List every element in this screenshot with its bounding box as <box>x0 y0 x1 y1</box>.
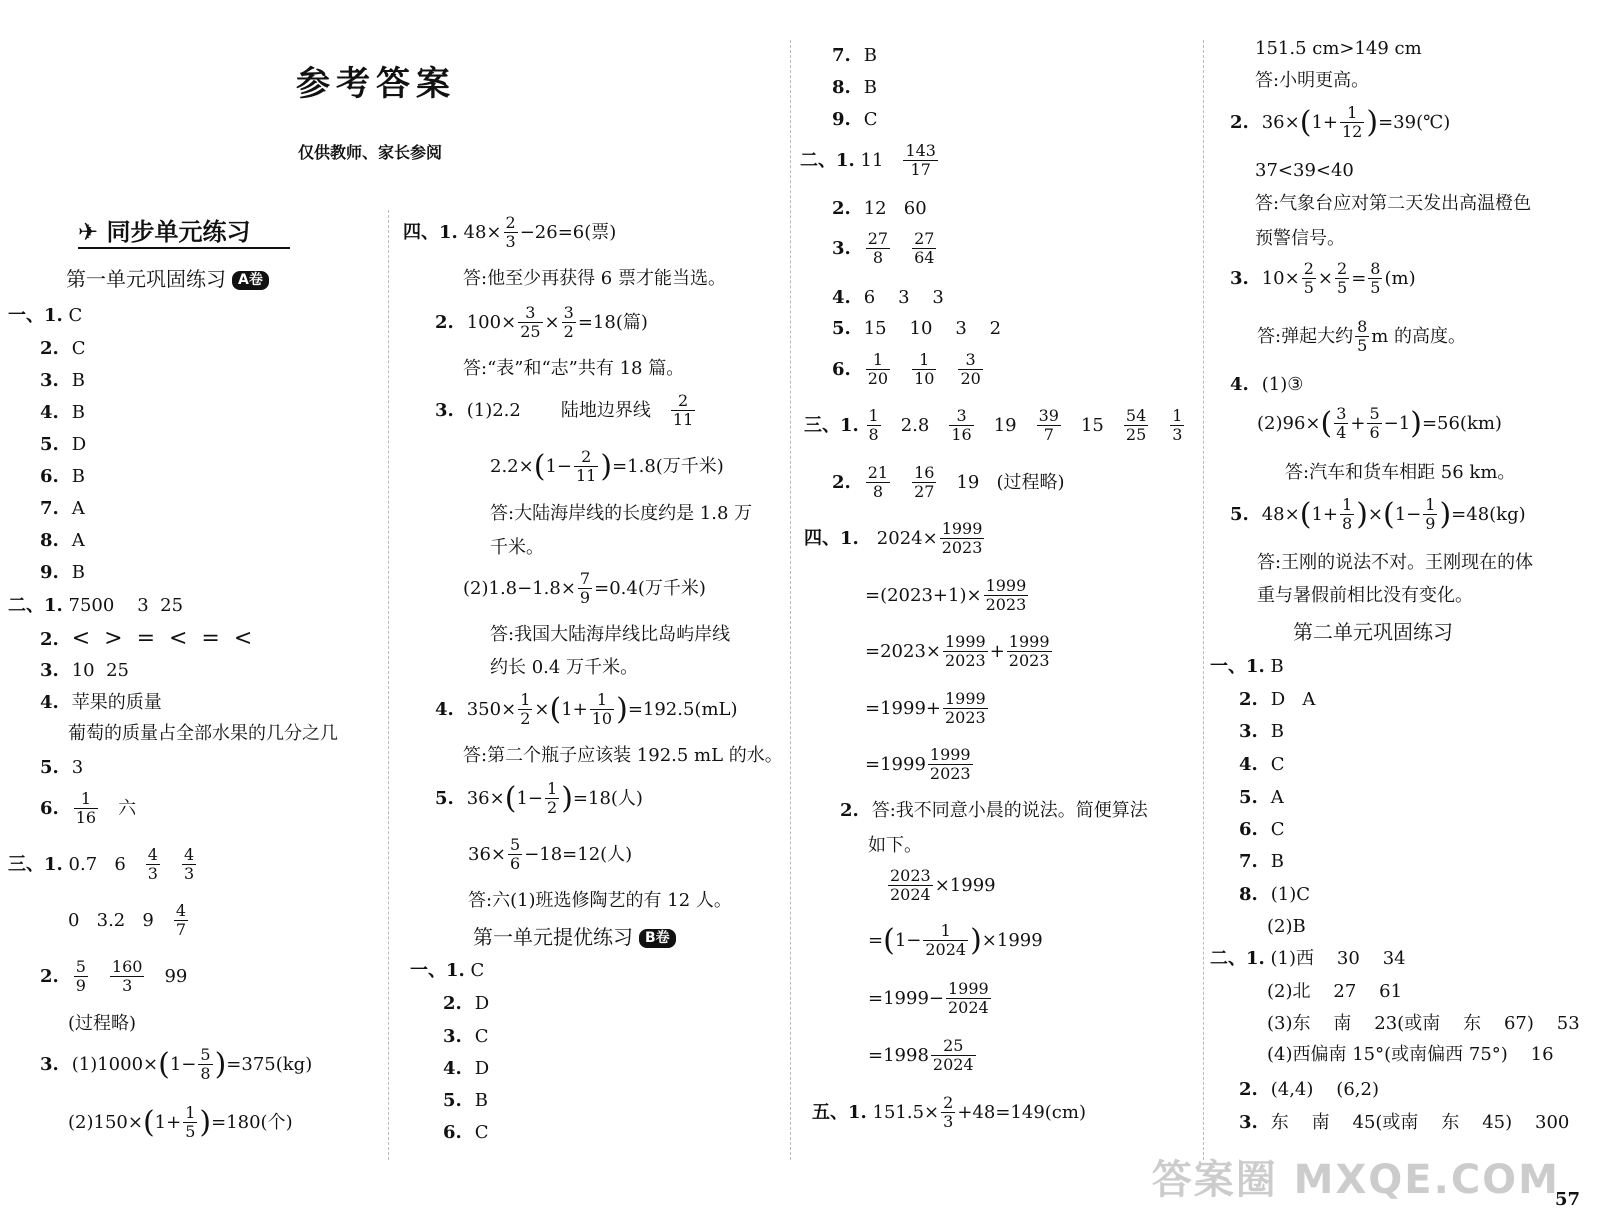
answer-line: 二、1. 7500 3 25 <box>8 595 184 616</box>
answer-line: 答:汽车和货车相距 56 km。 <box>1285 462 1516 483</box>
answer-line: 7. B <box>1239 851 1284 872</box>
answer-line: 如下。 <box>868 835 922 856</box>
answer-line: 2. 答:我不同意小晨的说法。简便算法 <box>840 800 1148 821</box>
answer-line: 151.5 cm>149 cm <box>1255 38 1422 59</box>
answer-line: 一、1. C <box>410 960 485 981</box>
answer-line: 2. 12 60 <box>832 198 927 219</box>
answer-line: =1999+ $\frac{1999}{2023}$ <box>865 689 986 728</box>
column-divider <box>790 40 791 1160</box>
answer-line: 4. 苹果的质量 <box>40 692 162 713</box>
column-4 <box>1210 0 1600 1220</box>
answer-line: (2)96×( $\frac{3}{4}$ + $\frac{5}{6}$ −1)=56(km) <box>1257 404 1502 443</box>
answer-line: 5. B <box>443 1090 488 1111</box>
answer-line: =(1− $\frac{1}{2024}$ )×1999 <box>868 921 1043 960</box>
answer-line: 2. $\frac{5}{9}$ $\frac{160}{3}$ 99 <box>40 957 188 996</box>
answer-line: 二、1. 11 $\frac{143}{17}$ <box>800 141 936 180</box>
answer-line: 一、1. B <box>1210 656 1284 677</box>
answer-line: =(2023+1)× $\frac{1999}{2023}$ <box>865 576 1027 615</box>
answer-line: =1999 $\frac{1999}{2023}$ <box>865 745 971 784</box>
answer-line: 4. C <box>1239 754 1285 775</box>
section-heading: ✈ 同步单元练习 <box>78 218 290 249</box>
answer-line: 约长 0.4 万千米。 <box>490 657 639 678</box>
answer-line: 2. 100× $\frac{3}{25}$ × $\frac{3}{2}$ =18(篇) <box>435 303 648 342</box>
answer-line: 36× $\frac{5}{6}$ −18=12(人) <box>468 835 633 874</box>
answer-line: 3. B <box>40 370 85 391</box>
answer-line: 5. 3 <box>40 757 84 778</box>
answer-line: 7. A <box>40 498 85 519</box>
answer-line: 3. $\frac{27}{8}$ $\frac{27}{64}$ <box>832 229 935 268</box>
answer-line: (过程略) <box>68 1013 137 1034</box>
answer-line: =1998 $\frac{25}{2024}$ <box>868 1036 974 1075</box>
column-2 <box>395 0 785 1220</box>
answer-line: 千米。 <box>490 537 544 558</box>
answer-line: 4. 350× $\frac{1}{2}$ ×(1+ $\frac{1}{10}$ )=192.5(mL) <box>435 690 738 729</box>
answer-line: 2. 36×(1+ $\frac{1}{12}$ )=39(℃) <box>1230 103 1451 142</box>
answer-line: 9. C <box>832 109 878 130</box>
answer-line: 0 3.2 9 $\frac{4}{7}$ <box>68 901 187 940</box>
answer-line: 重与暑假前相比没有变化。 <box>1257 585 1473 606</box>
answer-line: 答:“表”和“志”共有 18 篇。 <box>463 358 685 379</box>
answer-line: 5. 48×(1+ $\frac{1}{8}$ )×(1− $\frac{1}{9}$ )=48(kg) <box>1230 495 1526 534</box>
unit-heading: 第一单元巩固练习 A卷 <box>66 267 269 291</box>
answer-line: 4. D <box>443 1058 490 1079</box>
answer-line: 答:气象台应对第二天发出高温橙色 <box>1255 193 1532 214</box>
answer-line: 四、1. 2024× $\frac{1999}{2023}$ <box>804 519 983 558</box>
answer-line: 9. B <box>40 562 85 583</box>
answer-line: 5. A <box>1239 787 1284 808</box>
page-title: 参考答案 <box>296 64 456 104</box>
answer-line: 3. 东 南 45(或南 东 45) 300 <box>1239 1112 1570 1133</box>
answer-line: 3. C <box>443 1026 489 1047</box>
answer-line: 答:小明更高。 <box>1255 70 1370 91</box>
unit-heading: 第一单元提优练习 B卷 <box>473 925 676 949</box>
answer-line: 6. $\frac{1}{20}$ $\frac{1}{10}$ $\frac{3}{20}$ <box>832 350 981 389</box>
answer-line: =2023× $\frac{1999}{2023}$ + $\frac{1999}{2023}$ <box>865 632 1050 671</box>
answer-line: 8. A <box>40 530 85 551</box>
answer-line: 答:大陆海岸线的长度约是 1.8 万 <box>490 503 753 524</box>
answer-line: 2. (4,4) (6,2) <box>1239 1079 1379 1100</box>
answer-line: 8. (1)C <box>1239 884 1311 905</box>
answer-line: 7. B <box>832 45 877 66</box>
answer-line: 三、1. 0.7 6 $\frac{4}{3}$ $\frac{4}{3}$ <box>8 845 195 884</box>
answer-line: 葡萄的质量占全部水果的几分之几 <box>68 723 338 744</box>
answer-line: 6. C <box>443 1122 489 1143</box>
answer-line: (2)B <box>1267 916 1306 937</box>
answer-line: 预警信号。 <box>1255 228 1345 249</box>
answer-line: 答:我国大陆海岸线比岛屿岸线 <box>490 624 731 645</box>
page-number: 57 <box>1554 1189 1580 1210</box>
answer-line: $\frac{2023}{2024}$ ×1999 <box>890 866 996 905</box>
answer-line: (2)1.8−1.8× $\frac{7}{9}$ =0.4(万千米) <box>463 569 706 608</box>
rocket-icon: ✈ <box>78 218 99 246</box>
answer-line: 3. (1)2.2 陆地边界线 $\frac{2}{11}$ <box>435 391 694 430</box>
answer-line: 3. 10 25 <box>40 660 129 681</box>
column-divider <box>1203 40 1204 1160</box>
answer-line: 二、1. (1)西 30 34 <box>1210 948 1406 969</box>
answer-line: 4. (1)③ <box>1230 374 1304 395</box>
answer-line: 一、1. C <box>8 305 83 326</box>
answer-line: 37<39<40 <box>1255 160 1354 181</box>
column-divider <box>388 210 389 1160</box>
answer-line: 答:第二个瓶子应该装 192.5 mL 的水。 <box>463 745 783 766</box>
answer-line: 5. 15 10 3 2 <box>832 318 1002 339</box>
answer-line: 2. $\frac{21}{8}$ $\frac{16}{27}$ 19 (过程略) <box>832 463 1065 502</box>
answer-line: 4. 6 3 3 <box>832 287 944 308</box>
answer-line: 4. B <box>40 402 85 423</box>
answer-line: 5. 36×(1− $\frac{1}{2}$ )=18(人) <box>435 779 643 818</box>
answer-line: 四、1. 48× $\frac{2}{3}$ −26=6(票) <box>403 213 617 252</box>
answer-line: (3)东 南 23(或南 东 67) 53 <box>1267 1013 1580 1034</box>
answer-line: 5. D <box>40 434 87 455</box>
unit-heading: 第二单元巩固练习 <box>1293 620 1453 644</box>
answer-line: =1999− $\frac{1999}{2024}$ <box>868 979 989 1018</box>
answer-line: 答:他至少再获得 6 票才能当选。 <box>463 268 726 289</box>
watermark: 答案圈 MXQE.COM <box>1151 1157 1560 1203</box>
page-subtitle: 仅供教师、家长参阅 <box>298 143 443 162</box>
answer-line: 2. C <box>40 338 86 359</box>
answer-line: 8. B <box>832 77 877 98</box>
answer-line: 2. D A <box>1239 689 1316 710</box>
answer-line: 6. B <box>40 466 85 487</box>
answer-line: (4)西偏南 15°(或南偏西 75°) 16 <box>1267 1044 1554 1065</box>
answer-line: 2. < > = < = < <box>40 626 253 651</box>
answer-line: 3. (1)1000×(1− $\frac{5}{8}$ )=375(kg) <box>40 1045 313 1084</box>
answer-line: 答:弹起大约 $\frac{8}{5}$ m 的高度。 <box>1257 317 1467 356</box>
answer-line: 3. B <box>1239 721 1284 742</box>
answer-line: 6. C <box>1239 819 1285 840</box>
column-1 <box>0 0 456 1220</box>
answer-line: 答:六(1)班选修陶艺的有 12 人。 <box>468 890 732 911</box>
column-3 <box>800 0 1185 1220</box>
answer-line: (2)150×(1+ $\frac{1}{5}$ )=180(个) <box>68 1103 293 1142</box>
answer-line: 6. $\frac{1}{16}$ 六 <box>40 789 137 828</box>
answer-line: 3. 10× $\frac{2}{5}$ × $\frac{2}{5}$ = $\frac{8}{5}$ (m) <box>1230 259 1416 298</box>
answer-line: (2)北 27 61 <box>1267 981 1403 1002</box>
answer-line: 2.2×(1− $\frac{2}{11}$ )=1.8(万千米) <box>490 447 724 486</box>
answer-line: 答:王刚的说法不对。王刚现在的体 <box>1257 552 1534 573</box>
answer-line: 2. D <box>443 993 490 1014</box>
answer-line: 三、1. $\frac{1}{8}$ 2.8 $\frac{3}{16}$ 19 $\frac{39}{7}$ 15 $\frac{54}{25}$ $\frac{1}{3}$ <box>804 406 1183 445</box>
answer-line: 五、1. 151.5× $\frac{2}{3}$ +48=149(cm) <box>812 1093 1086 1132</box>
